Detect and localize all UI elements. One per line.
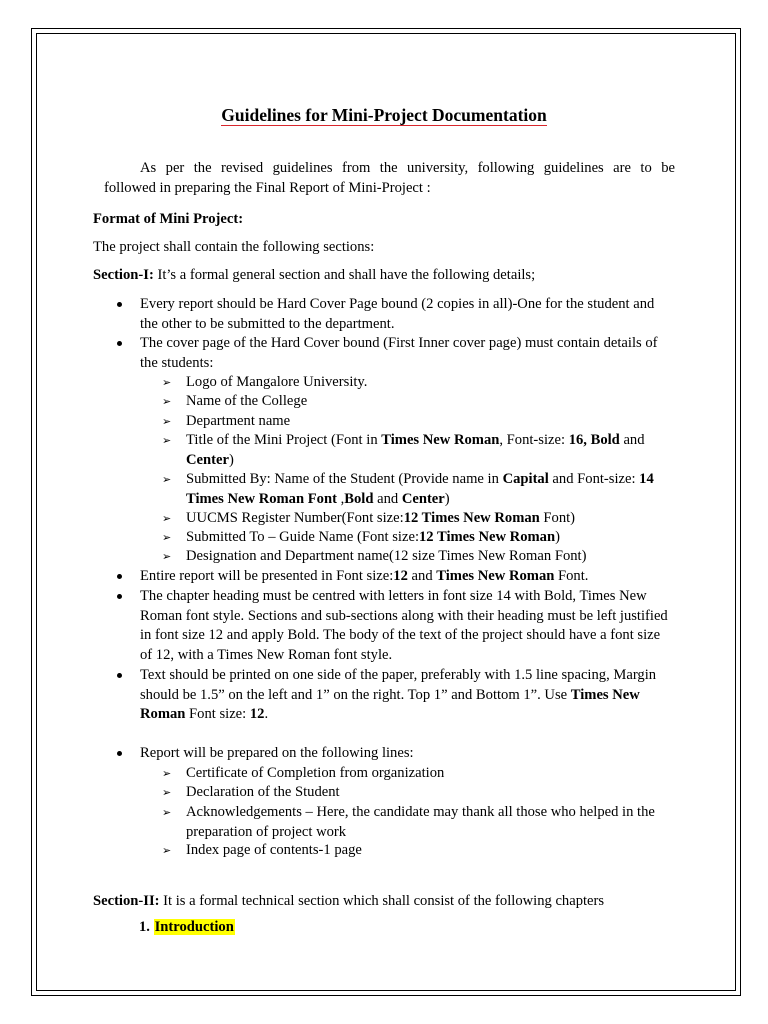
bullet-chapter-heading: The chapter heading must be centred with letters in font size 14 with Bold, Times New Roman font style. Sections and sub-sections along with their heading must be left justified in font size 12 and apply Bold. The body of the text of the project should have a font size of 12, with a Times New Roman font style. bbox=[140, 587, 674, 665]
arrow-icon: ➢ bbox=[162, 786, 172, 799]
cover-item-uucms: ➢ UUCMS Register Number(Font size:12 Times New Roman Font) bbox=[186, 509, 676, 529]
arrow-icon: ➢ bbox=[162, 512, 172, 525]
bullet-font-size: Entire report will be presented in Font size:12 and Times New Roman Font. bbox=[140, 567, 674, 587]
section-2-heading bbox=[93, 892, 683, 912]
section-2-label: Section-II: bbox=[93, 893, 160, 909]
chapter-1-item bbox=[139, 918, 235, 938]
report-item-declaration: ➢ Declaration of the Student bbox=[186, 783, 676, 803]
intro-paragraph bbox=[104, 158, 675, 198]
section-1-label: Section-I: bbox=[93, 267, 154, 283]
cover-item-department: ➢ Department name bbox=[186, 412, 676, 432]
intro-line-2: followed in preparing the Final Report of Mini-Project : bbox=[104, 180, 431, 196]
chapter-1-title: Introduction bbox=[154, 919, 234, 935]
arrow-icon: ➢ bbox=[162, 531, 172, 544]
bullet-cover-page: The cover page of the Hard Cover bound (First Inner cover page) must contain details of the students: bbox=[140, 334, 674, 373]
cover-item-college: ➢ Name of the College bbox=[186, 392, 676, 412]
cover-item-logo: ➢ Logo of Mangalore University. bbox=[186, 373, 676, 393]
intro-line-1: As per the revised guidelines from the university, following guidelines are to be bbox=[140, 160, 675, 176]
format-heading: Format of Mini Project: bbox=[93, 211, 244, 227]
report-item-certificate: ➢ Certificate of Completion from organization bbox=[186, 764, 676, 784]
arrow-icon: ➢ bbox=[162, 844, 172, 857]
bullet-print-margins: Text should be printed on one side of the paper, preferably with 1.5 line spacing, Margin should be 1.5” on the left and 1” on the right. Top 1” and Bottom 1”. Use Times New Roman Font size: 12. bbox=[140, 666, 674, 725]
cover-item-submitted-by: ➢ Submitted By: Name of the Student (Provide name in Capital and Font-size: 14 Times New Roman Font ,Bold and Center) bbox=[162, 471, 654, 507]
chapter-1-number: 1. bbox=[139, 919, 150, 935]
report-item-acknowledgements: ➢ Acknowledgements – Here, the candidate may thank all those who helped in the preparation of project work bbox=[162, 804, 655, 840]
arrow-icon: ➢ bbox=[162, 767, 172, 780]
arrow-icon: ➢ bbox=[162, 376, 172, 389]
section-2-text: It is a formal technical section which shall consist of the following chapters bbox=[159, 893, 605, 909]
cover-item-title: ➢ Title of the Mini Project (Font in Times New Roman, Font-size: 16, Bold and Center) bbox=[162, 432, 645, 468]
bullet-hard-cover: Every report should be Hard Cover Page bound (2 copies in all)-One for the student and the other to be submitted to the department. bbox=[140, 295, 674, 334]
cover-item-designation: ➢ Designation and Department name(12 size Times New Roman Font) bbox=[186, 547, 676, 567]
arrow-icon: ➢ bbox=[162, 415, 172, 428]
arrow-icon: ➢ bbox=[162, 395, 172, 408]
arrow-icon: ➢ bbox=[162, 550, 172, 563]
arrow-icon: ➢ bbox=[162, 806, 172, 819]
arrow-icon: ➢ bbox=[162, 473, 172, 486]
bullet-report-lines: Report will be prepared on the following lines: bbox=[140, 744, 674, 764]
section-1-text: It’s a formal general section and shall have the following details; bbox=[153, 267, 536, 283]
arrow-icon: ➢ bbox=[162, 434, 172, 447]
report-item-index: ➢ Index page of contents-1 page bbox=[186, 841, 676, 861]
document-title: Guidelines for Mini-Project Documentation bbox=[221, 105, 547, 125]
section-1-heading bbox=[93, 266, 683, 286]
sections-intro: The project shall contain the following sections: bbox=[93, 239, 375, 255]
cover-item-submitted-to: ➢ Submitted To – Guide Name (Font size:12 Times New Roman) bbox=[186, 528, 676, 548]
